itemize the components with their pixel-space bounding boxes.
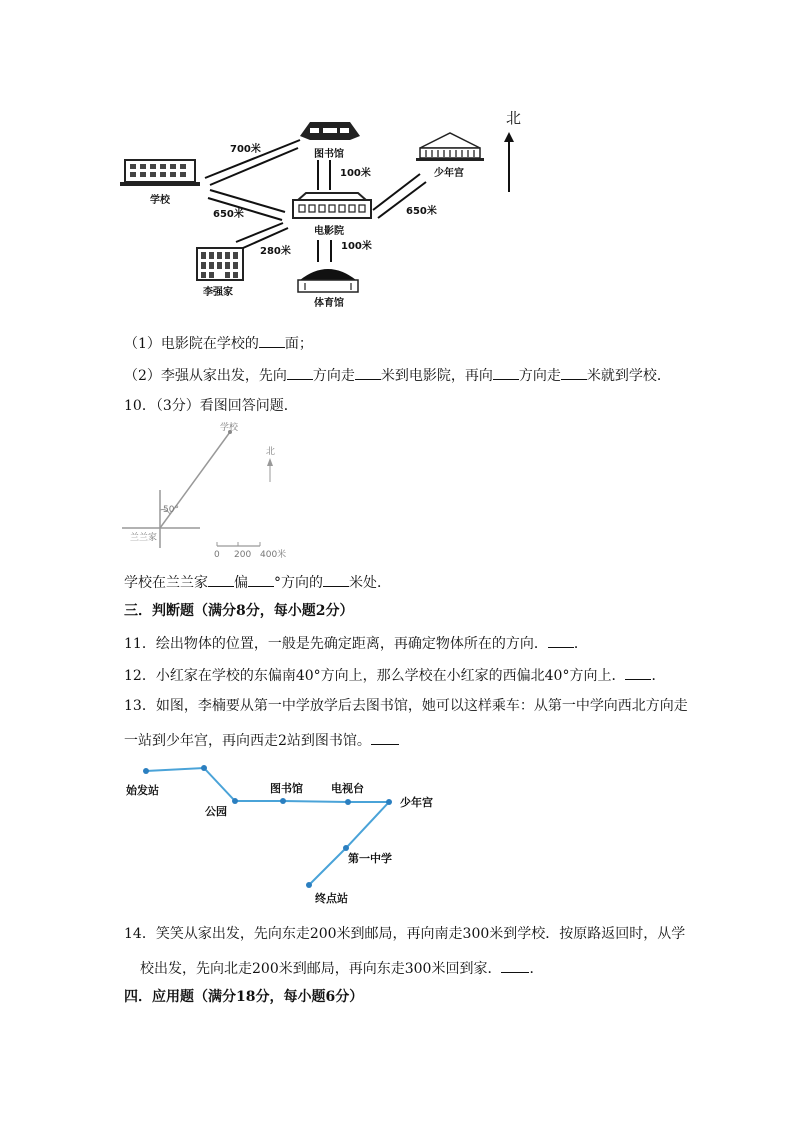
lanlan-home-label: 兰兰家: [130, 533, 158, 543]
library-label: 图书馆: [314, 149, 344, 160]
q14-line2: 校出发，先向北走200米到邮局，再向东走300米回到家． ．: [140, 957, 543, 979]
route-terminal-label: 终点站: [315, 892, 348, 905]
q10-north-label: 北: [266, 447, 276, 457]
section3-title: 三．判断题（满分8分，每小题2分）: [124, 603, 354, 619]
youth-palace-label: 少年宫: [434, 168, 464, 179]
stop-youth: [386, 799, 392, 805]
scale-200: 200: [234, 550, 252, 560]
north-label: 北: [506, 109, 522, 127]
route-start-label: 始发站: [126, 784, 159, 797]
q9-part2: （2）李强从家出发，先向 方向走 米到电影院，再向 方向走 米就到学校．: [124, 364, 671, 386]
q12: 12．小红家在学校的东偏南40°方向上，那么学校在小红家的西偏北40°方向上． ．: [124, 664, 665, 686]
route-school1-label: 第一中学: [348, 852, 392, 865]
q11: 11．绘出物体的位置，一般是先确定距离，再确定物体所在的方向． ．: [124, 632, 588, 654]
school-library-distance: 700米: [230, 144, 261, 155]
q14-line1: 14．笑笑从家出发，先向东走200米到邮局，再向南走300米到学校．按原路返回时，从学: [124, 926, 686, 942]
stop-start: [143, 768, 149, 774]
cinema-youth-distance: 650米: [406, 206, 437, 217]
route-park-label: 公园: [205, 805, 227, 818]
stop-school1: [343, 845, 349, 851]
school-cinema-distance: 650米: [213, 209, 244, 220]
gym-label: 体育馆: [314, 298, 344, 309]
q10-school-label: 学校: [220, 423, 239, 433]
stop-bend: [201, 765, 207, 771]
answer-blank[interactable]: [501, 957, 529, 973]
home-cinema-distance: 280米: [260, 246, 291, 257]
q10-heading: 10．（3分）看图回答问题．: [124, 398, 298, 414]
q9-part1: （1）电影院在学校的 面；: [124, 332, 313, 354]
scale-0: 0: [214, 550, 220, 560]
q13-line2: 一站到少年宫，再向西走2站到图书馆。: [124, 729, 399, 751]
stop-library: [280, 798, 286, 804]
stop-park: [232, 798, 238, 804]
school-label: 学校: [150, 195, 170, 206]
q10-answer-line: 学校在兰兰家 偏 °方向的 米处．: [124, 571, 391, 593]
angle-label: 50°: [163, 505, 179, 515]
library-cinema-distance: 100米: [340, 168, 371, 179]
stop-tv: [345, 799, 351, 805]
route-tv-label: 电视台: [331, 782, 364, 795]
cinema-label: 电影院: [314, 226, 344, 237]
route-youth-label: 少年宫: [400, 796, 433, 809]
section4-title: 四．应用题（满分18分，每小题6分）: [124, 989, 364, 1005]
liqiang-home-label: 李强家: [203, 287, 233, 298]
cinema-gym-distance: 100米: [341, 241, 372, 252]
q13-line1: 13．如图，李楠要从第一中学放学后去图书馆，她可以这样乘车：从第一中学向西北方向走: [124, 698, 688, 714]
route-library-label: 图书馆: [270, 782, 303, 795]
scale-400: 400米: [260, 550, 287, 560]
stop-terminal: [306, 882, 312, 888]
